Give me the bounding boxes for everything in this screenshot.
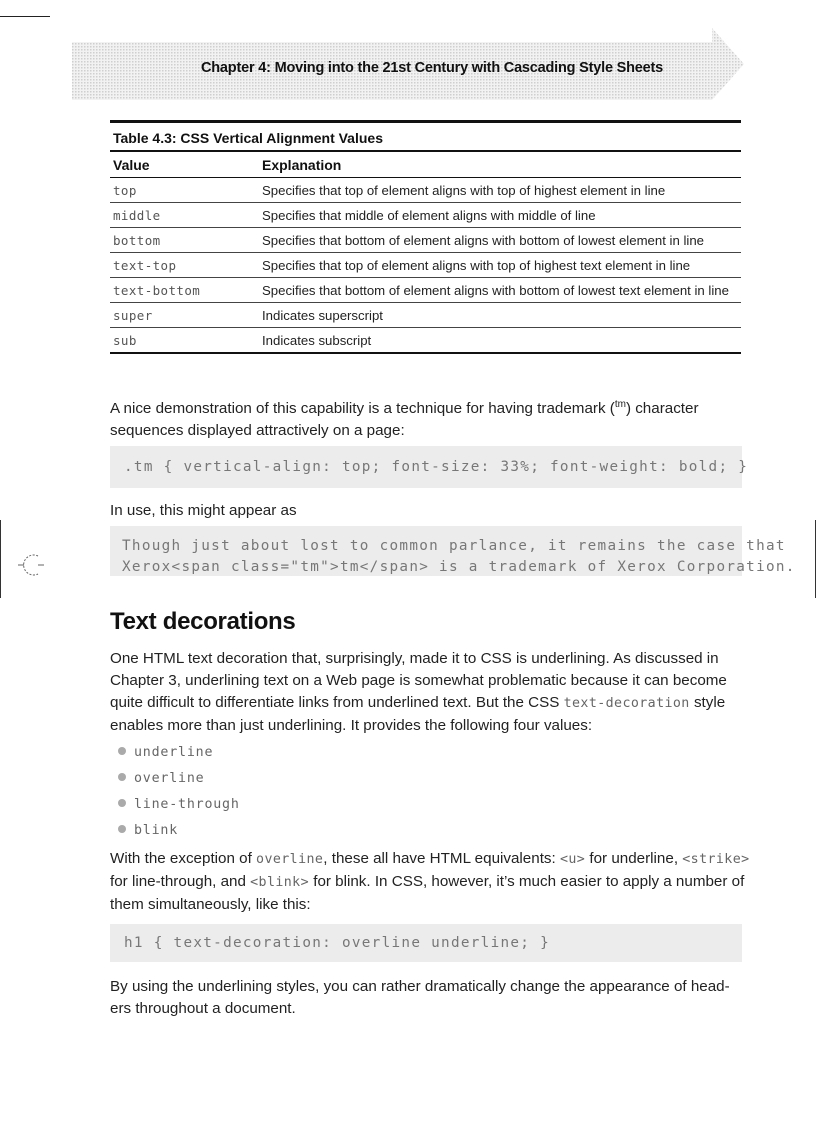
list-item (118, 740, 240, 766)
code-block-h1-decoration: h1 { text-decoration: overline underline; } (110, 924, 742, 962)
table-row (110, 303, 741, 328)
code-line-2: Xerox<span class="tm">tm</span> is a trademark of Xerox Corporation. (122, 559, 796, 575)
para4-t5: for blink. In CSS, however, it’s much easier to apply a number of them simultaneously, like this: (110, 873, 745, 913)
table-row (110, 203, 741, 228)
column-header-value: Value (110, 152, 259, 178)
left-margin-rule (0, 520, 1, 598)
cell-value: bottom (110, 228, 259, 253)
code-block-tm-style: .tm { vertical-align: top; font-size: 33%; font-weight: bold; } (110, 446, 742, 488)
table-row (110, 178, 741, 203)
inline-code-blink: <blink> (250, 875, 309, 890)
tm-superscript: tm (614, 399, 626, 410)
cell-explanation: Indicates subscript (259, 328, 741, 354)
cell-value: top (110, 178, 259, 203)
list-item-text: blink (134, 823, 179, 838)
list-item (118, 818, 240, 844)
alignment-table (110, 120, 741, 354)
cell-explanation: Specifies that top of element aligns with top of highest element in line (259, 178, 741, 203)
chapter-banner (72, 28, 744, 100)
cell-explanation: Specifies that top of element aligns with top of highest text element in line (259, 253, 741, 278)
column-header-explanation: Explanation (259, 152, 741, 178)
decoration-values-list (118, 740, 240, 844)
bullet-icon (118, 799, 126, 807)
cell-explanation: Specifies that bottom of element aligns with bottom of lowest element in line (259, 228, 741, 253)
para3-text-after: style enables more than just underlining. It provides the following four values: (110, 694, 726, 734)
code-block-xerox-example (110, 526, 796, 576)
top-rule (0, 16, 50, 17)
bullet-icon (118, 773, 126, 781)
list-item-text: line-through (134, 797, 240, 812)
list-item (118, 792, 240, 818)
code-line-1: Though just about lost to common parlance, it remains the case that (122, 538, 786, 554)
values-table (110, 152, 741, 354)
cell-value: text-bottom (110, 278, 259, 303)
list-item (118, 766, 240, 792)
cell-explanation: Specifies that bottom of element aligns with bottom of lowest text element in line (259, 278, 741, 303)
chapter-heading (72, 60, 744, 76)
table-row (110, 328, 741, 354)
bullet-icon (118, 825, 126, 833)
para3-text-before: One HTML text decoration that, surprisingly, made it to CSS is underlining. As discussed in Chapter 3, underlining text on a Web page is somewhat problematic because it can become quite difficult to differentiate links from underlined text. But the CSS (110, 650, 727, 711)
in-use-paragraph: In use, this might appear as (110, 502, 297, 519)
table-row (110, 228, 741, 253)
para4-t2: , these all have HTML equivalents: (323, 850, 560, 867)
para4-t3: for underline, (585, 850, 683, 867)
cell-value: text-top (110, 253, 259, 278)
chapter-label: Chapter 4: (201, 60, 271, 76)
cd-icon (16, 550, 46, 580)
para4-t1: With the exception of (110, 850, 257, 867)
section-heading: Text decorations (110, 608, 296, 635)
cell-value: sub (110, 328, 259, 354)
text-decoration-intro (110, 648, 750, 737)
cell-explanation: Indicates superscript (259, 303, 741, 328)
list-item-text: underline (134, 745, 214, 760)
inline-code-text-decoration: text-decoration (563, 696, 690, 711)
table-caption: Table 4.3: CSS Vertical Alignment Values (110, 120, 741, 152)
para1-text-after: ) character sequences displayed attractively on a page: (110, 400, 699, 440)
para4-t4: for line-through, and (110, 873, 251, 890)
cell-value: middle (110, 203, 259, 228)
chapter-title: Moving into the 21st Century with Cascading Style Sheets (274, 60, 663, 76)
inline-code-strike: <strike> (682, 852, 750, 867)
cell-value: super (110, 303, 259, 328)
table-header-row (110, 152, 741, 178)
para1-text-before: A nice demonstration of this capability is a technique for having trademark ( (110, 400, 615, 418)
list-item-text: overline (134, 771, 205, 786)
closing-paragraph: By using the underlining styles, you can rather dramatically change the appearance of head-ers throughout a document. (110, 978, 730, 1017)
table-row (110, 278, 741, 303)
table-row (110, 253, 741, 278)
bullet-icon (118, 747, 126, 755)
trademark-paragraph (110, 394, 750, 442)
cell-explanation: Specifies that middle of element aligns with middle of line (259, 203, 741, 228)
inline-code-overline: overline (256, 852, 324, 867)
inline-code-u: <u> (559, 852, 586, 867)
html-equivalents-paragraph (110, 848, 750, 916)
